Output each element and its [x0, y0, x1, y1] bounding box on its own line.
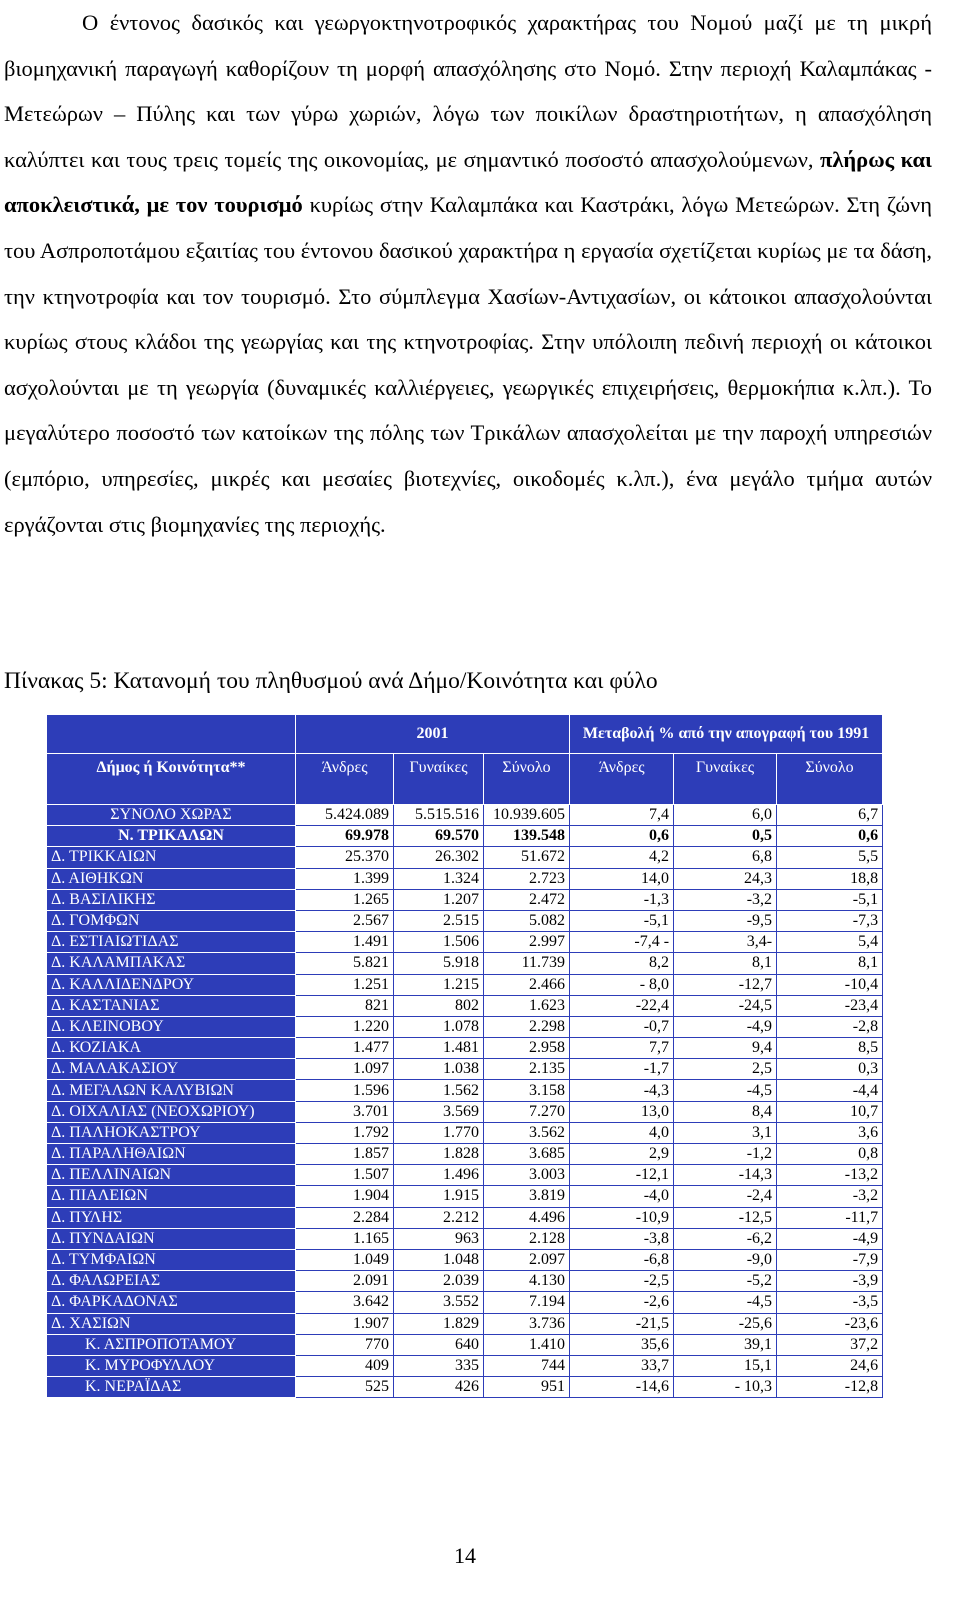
table-header-row: [47, 715, 883, 754]
header-col-women-change: Γυναίκες: [674, 754, 777, 805]
value-cell: 1.562: [394, 1080, 484, 1101]
value-cell: 1.265: [296, 889, 394, 910]
value-cell: 1.507: [296, 1165, 394, 1186]
value-cell: 0,6: [777, 826, 883, 847]
value-cell: -14,6: [570, 1377, 674, 1398]
table-row: [47, 1186, 883, 1207]
row-name-cell: Κ. ΝΕΡΑΪΔΑΣ: [47, 1377, 296, 1398]
value-cell: 5.821: [296, 953, 394, 974]
value-cell: -4,5: [674, 1080, 777, 1101]
value-cell: 1.915: [394, 1186, 484, 1207]
value-cell: -6,8: [570, 1249, 674, 1270]
value-cell: -4,9: [674, 1016, 777, 1037]
value-cell: -9,0: [674, 1249, 777, 1270]
value-cell: 963: [394, 1228, 484, 1249]
value-cell: -5,1: [570, 910, 674, 931]
row-name-cell: Κ. ΜΥΡΟΦΥΛΛΟΥ: [47, 1355, 296, 1376]
value-cell: -4,0: [570, 1186, 674, 1207]
value-cell: 69.570: [394, 826, 484, 847]
row-name-cell: Δ. ΚΑΛΛΙΔΕΝΔΡΟΥ: [47, 974, 296, 995]
value-cell: 2.515: [394, 910, 484, 931]
value-cell: 2,5: [674, 1059, 777, 1080]
page-number: 14: [454, 1543, 476, 1568]
value-cell: 10,7: [777, 1101, 883, 1122]
value-cell: 0,3: [777, 1059, 883, 1080]
value-cell: 5,5: [777, 847, 883, 868]
value-cell: -21,5: [570, 1313, 674, 1334]
table-row: [47, 910, 883, 931]
header-col-total-2001: Σύνολο: [484, 754, 570, 805]
header-col-men-2001: Άνδρες: [296, 754, 394, 805]
value-cell: 1.078: [394, 1016, 484, 1037]
value-cell: 2.135: [484, 1059, 570, 1080]
value-cell: 7,7: [570, 1038, 674, 1059]
value-cell: 3.569: [394, 1101, 484, 1122]
value-cell: -13,2: [777, 1165, 883, 1186]
value-cell: -2,8: [777, 1016, 883, 1037]
table-row: [47, 1101, 883, 1122]
row-name-cell: Δ. ΒΑΣΙΛΙΚΗΣ: [47, 889, 296, 910]
value-cell: 525: [296, 1377, 394, 1398]
value-cell: -10,9: [570, 1207, 674, 1228]
table-row: [47, 868, 883, 889]
value-cell: -3,2: [777, 1186, 883, 1207]
value-cell: 1.623: [484, 995, 570, 1016]
value-cell: -1,7: [570, 1059, 674, 1080]
value-cell: -11,7: [777, 1207, 883, 1228]
value-cell: 1.481: [394, 1038, 484, 1059]
value-cell: -4,3: [570, 1080, 674, 1101]
value-cell: -4,9: [777, 1228, 883, 1249]
table-row: [47, 1271, 883, 1292]
value-cell: 7,4: [570, 805, 674, 826]
table-row: [47, 847, 883, 868]
value-cell: -3,2: [674, 889, 777, 910]
value-cell: 3.003: [484, 1165, 570, 1186]
value-cell: 1.496: [394, 1165, 484, 1186]
value-cell: -1,3: [570, 889, 674, 910]
row-name-cell: Δ. ΚΟΖΙΑΚΑ: [47, 1038, 296, 1059]
value-cell: 6,8: [674, 847, 777, 868]
row-name-cell: Δ. ΟΙΧΑΛΙΑΣ (ΝΕΟΧΩΡΙΟΥ): [47, 1101, 296, 1122]
value-cell: 11.739: [484, 953, 570, 974]
value-cell: -5,2: [674, 1271, 777, 1292]
value-cell: 8,5: [777, 1038, 883, 1059]
value-cell: 3.819: [484, 1186, 570, 1207]
header-group-change: Μεταβολή % από την απογραφή του 1991: [570, 715, 883, 754]
header-col-women-2001: Γυναίκες: [394, 754, 484, 805]
value-cell: 5.918: [394, 953, 484, 974]
value-cell: 1.491: [296, 932, 394, 953]
value-cell: 2.298: [484, 1016, 570, 1037]
header-blank: [47, 715, 296, 754]
value-cell: 39,1: [674, 1334, 777, 1355]
value-cell: 821: [296, 995, 394, 1016]
header-col-label: Δήμος ή Κοινότητα**: [47, 754, 296, 805]
value-cell: 1.207: [394, 889, 484, 910]
value-cell: 35,6: [570, 1334, 674, 1355]
value-cell: 1.251: [296, 974, 394, 995]
value-cell: 7.270: [484, 1101, 570, 1122]
table-row: [47, 1144, 883, 1165]
value-cell: -2,4: [674, 1186, 777, 1207]
value-cell: 51.672: [484, 847, 570, 868]
table-row: [47, 1377, 883, 1398]
value-cell: 2.091: [296, 1271, 394, 1292]
value-cell: -23,6: [777, 1313, 883, 1334]
row-name-cell: Δ. ΚΑΛΑΜΠΑΚΑΣ: [47, 953, 296, 974]
value-cell: 1.477: [296, 1038, 394, 1059]
paragraph-bold-text: πλήρως και αποκλειστικά, με τον τουρισμό: [4, 146, 932, 218]
value-cell: 4.496: [484, 1207, 570, 1228]
row-name-cell: Δ. ΤΥΜΦΑΙΩΝ: [47, 1249, 296, 1270]
value-cell: 1.792: [296, 1122, 394, 1143]
value-cell: 0,6: [570, 826, 674, 847]
value-cell: 1.904: [296, 1186, 394, 1207]
value-cell: 3,6: [777, 1122, 883, 1143]
row-name-cell: Δ. ΑΙΘΗΚΩΝ: [47, 868, 296, 889]
value-cell: -7,3: [777, 910, 883, 931]
row-name-cell: Κ. ΑΣΠΡΟΠΟΤΑΜΟΥ: [47, 1334, 296, 1355]
value-cell: 8,2: [570, 953, 674, 974]
row-name-cell: ΣΥΝΟΛΟ ΧΩΡΑΣ: [47, 805, 296, 826]
value-cell: 33,7: [570, 1355, 674, 1376]
value-cell: -1,2: [674, 1144, 777, 1165]
value-cell: 1.038: [394, 1059, 484, 1080]
table-row: [47, 1355, 883, 1376]
value-cell: -10,4: [777, 974, 883, 995]
value-cell: 15,1: [674, 1355, 777, 1376]
table-row: [47, 1165, 883, 1186]
value-cell: 1.215: [394, 974, 484, 995]
value-cell: -3,8: [570, 1228, 674, 1249]
value-cell: 8,4: [674, 1101, 777, 1122]
value-cell: 4,2: [570, 847, 674, 868]
value-cell: 2.212: [394, 1207, 484, 1228]
table-row: [47, 1228, 883, 1249]
value-cell: 2.128: [484, 1228, 570, 1249]
value-cell: 5.082: [484, 910, 570, 931]
table-row: [47, 995, 883, 1016]
value-cell: 3.642: [296, 1292, 394, 1313]
value-cell: - 10,3: [674, 1377, 777, 1398]
value-cell: 2.284: [296, 1207, 394, 1228]
value-cell: 3.158: [484, 1080, 570, 1101]
value-cell: 2.723: [484, 868, 570, 889]
value-cell: -24,5: [674, 995, 777, 1016]
value-cell: 1.907: [296, 1313, 394, 1334]
value-cell: -2,5: [570, 1271, 674, 1292]
value-cell: 139.548: [484, 826, 570, 847]
value-cell: 6,0: [674, 805, 777, 826]
value-cell: 24,6: [777, 1355, 883, 1376]
table-row: [47, 1059, 883, 1080]
value-cell: 3.552: [394, 1292, 484, 1313]
value-cell: -25,6: [674, 1313, 777, 1334]
value-cell: 2.097: [484, 1249, 570, 1270]
value-cell: -3,5: [777, 1292, 883, 1313]
value-cell: -2,6: [570, 1292, 674, 1313]
value-cell: 5,4: [777, 932, 883, 953]
value-cell: 1.399: [296, 868, 394, 889]
value-cell: 1.506: [394, 932, 484, 953]
value-cell: - 8,0: [570, 974, 674, 995]
value-cell: 5.515.516: [394, 805, 484, 826]
row-name-cell: Δ. ΠΑΛΗΟΚΑΣΤΡΟΥ: [47, 1122, 296, 1143]
table-row: [47, 1038, 883, 1059]
table-row: [47, 1334, 883, 1355]
value-cell: 2.567: [296, 910, 394, 931]
value-cell: 3.685: [484, 1144, 570, 1165]
value-cell: -5,1: [777, 889, 883, 910]
population-table: [46, 714, 883, 1398]
value-cell: 1.048: [394, 1249, 484, 1270]
table-subheader-row: [47, 754, 883, 805]
value-cell: -12,1: [570, 1165, 674, 1186]
value-cell: 24,3: [674, 868, 777, 889]
value-cell: 69.978: [296, 826, 394, 847]
value-cell: 335: [394, 1355, 484, 1376]
table-row: [47, 1080, 883, 1101]
value-cell: 14,0: [570, 868, 674, 889]
value-cell: 25.370: [296, 847, 394, 868]
value-cell: 3,4-: [674, 932, 777, 953]
header-col-total-change: Σύνολο: [777, 754, 883, 805]
row-name-cell: Δ. ΦΑΛΩΡΕΙΑΣ: [47, 1271, 296, 1292]
value-cell: -7,9: [777, 1249, 883, 1270]
value-cell: 2,9: [570, 1144, 674, 1165]
value-cell: -6,2: [674, 1228, 777, 1249]
value-cell: -14,3: [674, 1165, 777, 1186]
table-body: [47, 805, 883, 1398]
body-paragraph: [4, 0, 932, 547]
value-cell: 1.049: [296, 1249, 394, 1270]
table-row: [47, 1207, 883, 1228]
value-cell: 951: [484, 1377, 570, 1398]
value-cell: 5.424.089: [296, 805, 394, 826]
value-cell: 2.997: [484, 932, 570, 953]
table-row: [47, 1292, 883, 1313]
value-cell: 9,4: [674, 1038, 777, 1059]
value-cell: 1.596: [296, 1080, 394, 1101]
value-cell: -12,7: [674, 974, 777, 995]
row-name-cell: Δ. ΦΑΡΚΑΔΟΝΑΣ: [47, 1292, 296, 1313]
value-cell: 8,1: [674, 953, 777, 974]
value-cell: 3,1: [674, 1122, 777, 1143]
value-cell: 1.410: [484, 1334, 570, 1355]
value-cell: 13,0: [570, 1101, 674, 1122]
header-group-2001: 2001: [296, 715, 570, 754]
value-cell: 3.562: [484, 1122, 570, 1143]
paragraph-text-1: Ο έντονος δασικός και γεωργοκτηνοτροφικός χαρακτήρας του Νομού μαζί με τη μικρή βιομηχανική παραγωγή καθορίζουν τη μορφή απασχόλησης στο Νομό. Στην περιοχή Καλαμπάκας - Μετεώρων – Πύλης και των γύρω χωριών, λόγω των ποικίλων δραστηριοτήτων, η απασχόληση καλύπτει και τους τρεις τομείς της οικονομίας, με σημαντικό ποσοστό απασχολούμενων,: [4, 10, 932, 172]
row-name-cell: Δ. ΜΕΓΑΛΩΝ ΚΑΛΥΒΙΩΝ: [47, 1080, 296, 1101]
row-name-cell: Δ. ΠΙΑΛΕΙΩΝ: [47, 1186, 296, 1207]
row-name-cell: Ν. ΤΡΙΚΑΛΩΝ: [47, 826, 296, 847]
table-row: [47, 826, 883, 847]
value-cell: 409: [296, 1355, 394, 1376]
table-row: [47, 1313, 883, 1334]
value-cell: -0,7: [570, 1016, 674, 1037]
value-cell: -9,5: [674, 910, 777, 931]
header-col-men-change: Άνδρες: [570, 754, 674, 805]
value-cell: -4,4: [777, 1080, 883, 1101]
table-row: [47, 1122, 883, 1143]
value-cell: -4,5: [674, 1292, 777, 1313]
value-cell: 802: [394, 995, 484, 1016]
value-cell: 1.829: [394, 1313, 484, 1334]
table-row: [47, 932, 883, 953]
table-row: [47, 1016, 883, 1037]
row-name-cell: Δ. ΤΡΙΚΚΑΙΩΝ: [47, 847, 296, 868]
row-name-cell: Δ. ΚΑΣΤΑΝΙΑΣ: [47, 995, 296, 1016]
value-cell: 1.165: [296, 1228, 394, 1249]
value-cell: 6,7: [777, 805, 883, 826]
value-cell: 1.770: [394, 1122, 484, 1143]
row-name-cell: Δ. ΠΕΛΛΙΝΑΙΩΝ: [47, 1165, 296, 1186]
value-cell: 1.857: [296, 1144, 394, 1165]
value-cell: -12,8: [777, 1377, 883, 1398]
value-cell: -23,4: [777, 995, 883, 1016]
value-cell: 2.466: [484, 974, 570, 995]
value-cell: 2.958: [484, 1038, 570, 1059]
row-name-cell: Δ. ΜΑΛΑΚΑΣΙΟΥ: [47, 1059, 296, 1080]
value-cell: 1.097: [296, 1059, 394, 1080]
value-cell: 37,2: [777, 1334, 883, 1355]
value-cell: 2.039: [394, 1271, 484, 1292]
value-cell: -22,4: [570, 995, 674, 1016]
value-cell: 744: [484, 1355, 570, 1376]
row-name-cell: Δ. ΓΟΜΦΩΝ: [47, 910, 296, 931]
value-cell: -7,4 -: [570, 932, 674, 953]
table-row: [47, 805, 883, 826]
value-cell: 4.130: [484, 1271, 570, 1292]
value-cell: 26.302: [394, 847, 484, 868]
value-cell: 1.220: [296, 1016, 394, 1037]
row-name-cell: Δ. ΧΑΣΙΩΝ: [47, 1313, 296, 1334]
row-name-cell: Δ. ΕΣΤΙΑΙΩΤΙΔΑΣ: [47, 932, 296, 953]
table-caption: Πίνακας 5: Κατανομή του πληθυσμού ανά Δήμο/Κοινότητα και φύλο: [4, 668, 658, 694]
value-cell: 770: [296, 1334, 394, 1355]
value-cell: 7.194: [484, 1292, 570, 1313]
value-cell: -3,9: [777, 1271, 883, 1292]
value-cell: 18,8: [777, 868, 883, 889]
row-name-cell: Δ. ΠΥΛΗΣ: [47, 1207, 296, 1228]
value-cell: 8,1: [777, 953, 883, 974]
value-cell: 4,0: [570, 1122, 674, 1143]
value-cell: 3.701: [296, 1101, 394, 1122]
value-cell: 10.939.605: [484, 805, 570, 826]
value-cell: 640: [394, 1334, 484, 1355]
table-row: [47, 889, 883, 910]
value-cell: 0,5: [674, 826, 777, 847]
value-cell: 426: [394, 1377, 484, 1398]
paragraph-text-2: κυρίως στην Καλαμπάκα και Καστράκι, λόγω Μετεώρων. Στη ζώνη του Ασπροποτάμου εξαιτίας του έντονου δασικού χαρακτήρα η εργασία σχετίζεται κυρίως με τα δάση, την κτηνοτροφία και τον τουρισμό. Στο σύμπλεγμα Χασίων-Αντιχασίων, οι κάτοικοι απασχολούνται κυρίως στους κλάδοι της γεωργίας και της κτηνοτροφίας. Στην υπόλοιπη πεδινή περιοχή οι κάτοικοι ασχολούνται με τη γεωργία (δυναμικές καλλιέργειες, γεωργικές επιχειρήσεις, θερμοκήπια κ.λπ.). Το μεγαλύτερο ποσοστό των κατοίκων της πόλης των Τρικάλων απασχολείται με την παροχή υπηρεσιών (εμπόριο, υπηρεσίες, μικρές και μεσαίες βιοτεχνίες, οικοδομές κ.λπ.), ένα μεγάλο τμήμα αυτών εργάζονται στις βιομηχανίες της περιοχής.: [4, 192, 932, 537]
value-cell: 3.736: [484, 1313, 570, 1334]
table-row: [47, 1249, 883, 1270]
row-name-cell: Δ. ΚΛΕΙΝΟΒΟΥ: [47, 1016, 296, 1037]
value-cell: 1.828: [394, 1144, 484, 1165]
value-cell: 1.324: [394, 868, 484, 889]
table-row: [47, 953, 883, 974]
value-cell: 2.472: [484, 889, 570, 910]
value-cell: 0,8: [777, 1144, 883, 1165]
table-row: [47, 974, 883, 995]
row-name-cell: Δ. ΠΥΝΔΑΙΩΝ: [47, 1228, 296, 1249]
row-name-cell: Δ. ΠΑΡΑΛΗΘΑΙΩΝ: [47, 1144, 296, 1165]
value-cell: -12,5: [674, 1207, 777, 1228]
